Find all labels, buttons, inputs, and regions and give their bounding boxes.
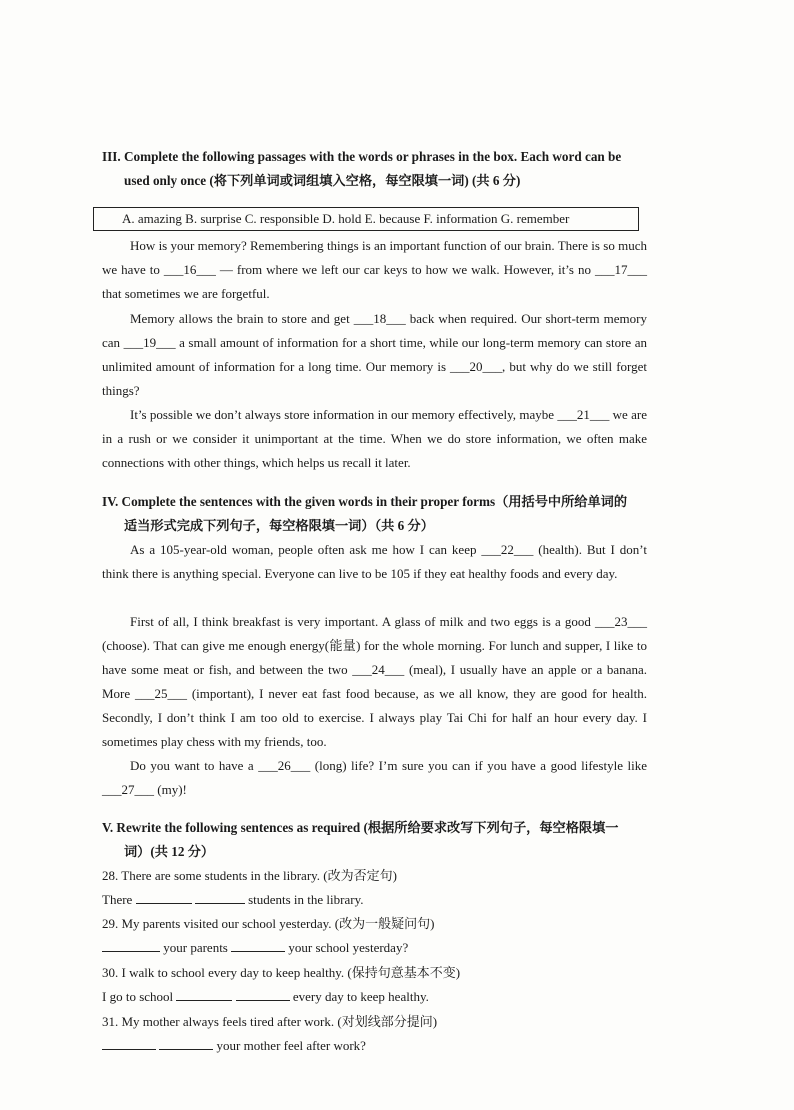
section-4-title bbox=[102, 490, 647, 538]
q29-suffix: your school yesterday? bbox=[288, 940, 409, 955]
passage-4-p1-text: As a 105-year-old woman, people often ask me how I can keep ___22___ (health). But I don’t think there is anything special. Everyone can live to be 105 if they eat healthy foods and every day. bbox=[102, 542, 647, 581]
passage-4-p3-text: Do you want to have a ___26___ (long) life? I’m sure you can if you have a good lifestyle like ___27___ (my)! bbox=[102, 758, 647, 797]
section-5-title-line1: V. Rewrite the following sentences as required (根据所给要求改写下列句子，每空格限填一 bbox=[102, 820, 619, 835]
section-4-title-line2: 适当形式完成下列句子，每空格限填一词）（共 6 分） bbox=[124, 518, 434, 533]
section-5-title bbox=[102, 816, 647, 864]
passage-4-p2-text: First of all, I think breakfast is very important. A glass of milk and two eggs is a good ___23___ (choose). That can give me enough energy(能量) for the whole morning. For lunch and supper, I like to have some meat or fish, and between the two ___24___ (meal), I usually have an apple or a banana. More ___25___ (important), I never eat fast food because, as we all know, they are good for health. Secondly, I don’t think I am too old to exercise. I always play Tai Chi for half an hour every day. I sometimes play chess with my friends, too. bbox=[102, 614, 647, 749]
question-30-answer-line bbox=[102, 985, 647, 1009]
section-3-title-line1: III. Complete the following passages with the words or phrases in the box. Each word can be bbox=[102, 149, 622, 164]
q29-blank-1[interactable] bbox=[102, 937, 160, 952]
section-3-title-line2: used only once (将下列单词或词组填入空格，每空限填一词) (共 6 分) bbox=[124, 173, 521, 188]
question-28: 28. There are some students in the library. (改为否定句) bbox=[102, 868, 397, 883]
section-4-title-line1: IV. Complete the sentences with the given words in their proper forms（用括号中所给单词的 bbox=[102, 494, 628, 509]
question-29: 29. My parents visited our school yesterday. (改为一般疑问句) bbox=[102, 916, 435, 931]
section-3-title bbox=[102, 145, 647, 193]
section-5-title-line2: 词）(共 12 分） bbox=[124, 844, 215, 859]
question-28-answer-line bbox=[102, 888, 647, 912]
q28-blank-1[interactable] bbox=[136, 889, 192, 904]
passage-4-paragraph-2 bbox=[102, 610, 647, 754]
passage-4-paragraph-1 bbox=[102, 538, 647, 586]
q30-suffix: every day to keep healthy. bbox=[292, 989, 429, 1004]
passage-3-p2-text: Memory allows the brain to store and get ___18___ back when required. Our short-term memory can ___19___ a small amount of information for a short time, while our long-term memory can store an unlimited amount of information for a long time. Our memory is ___20___, but why do we still forget things? bbox=[102, 311, 647, 398]
word-box: A. amazing B. surprise C. responsible D. hold E. because F. information G. remember bbox=[93, 207, 639, 231]
q31-blank-1[interactable] bbox=[102, 1035, 156, 1050]
passage-4-paragraph-3 bbox=[102, 754, 647, 802]
q31-suffix: your mother feel after work? bbox=[216, 1038, 366, 1053]
q28-prefix: There bbox=[102, 892, 133, 907]
question-31-answer-line bbox=[102, 1034, 647, 1058]
q28-suffix: students in the library. bbox=[248, 892, 364, 907]
passage-3-p1-text: How is your memory? Remembering things is an important function of our brain. There is so much we have to ___16___ — from where we left our car keys to how we walk. However, it’s no ___17___ that sometimes we are forgetful. bbox=[102, 238, 647, 301]
q29-blank-2[interactable] bbox=[231, 937, 285, 952]
q28-blank-2[interactable] bbox=[195, 889, 245, 904]
q29-middle: your parents bbox=[163, 940, 228, 955]
passage-3-paragraph-3 bbox=[102, 403, 647, 475]
q30-blank-1[interactable] bbox=[176, 986, 232, 1001]
passage-3-paragraph-2 bbox=[102, 307, 647, 403]
question-29-answer-line bbox=[102, 936, 647, 960]
q30-prefix: I go to school bbox=[102, 989, 174, 1004]
q31-blank-2[interactable] bbox=[159, 1035, 213, 1050]
passage-3-paragraph-1 bbox=[102, 234, 647, 306]
q30-blank-2[interactable] bbox=[236, 986, 290, 1001]
question-31: 31. My mother always feels tired after work. (对划线部分提问) bbox=[102, 1014, 438, 1029]
passage-3-p3-text: It’s possible we don’t always store information in our memory effectively, maybe ___21___ we are in a rush or we consider it unimportant at the time. When we do store information, we often make connections with other things, which helps us recall it later. bbox=[102, 407, 647, 470]
question-30: 30. I walk to school every day to keep healthy. (保持句意基本不变) bbox=[102, 965, 461, 980]
